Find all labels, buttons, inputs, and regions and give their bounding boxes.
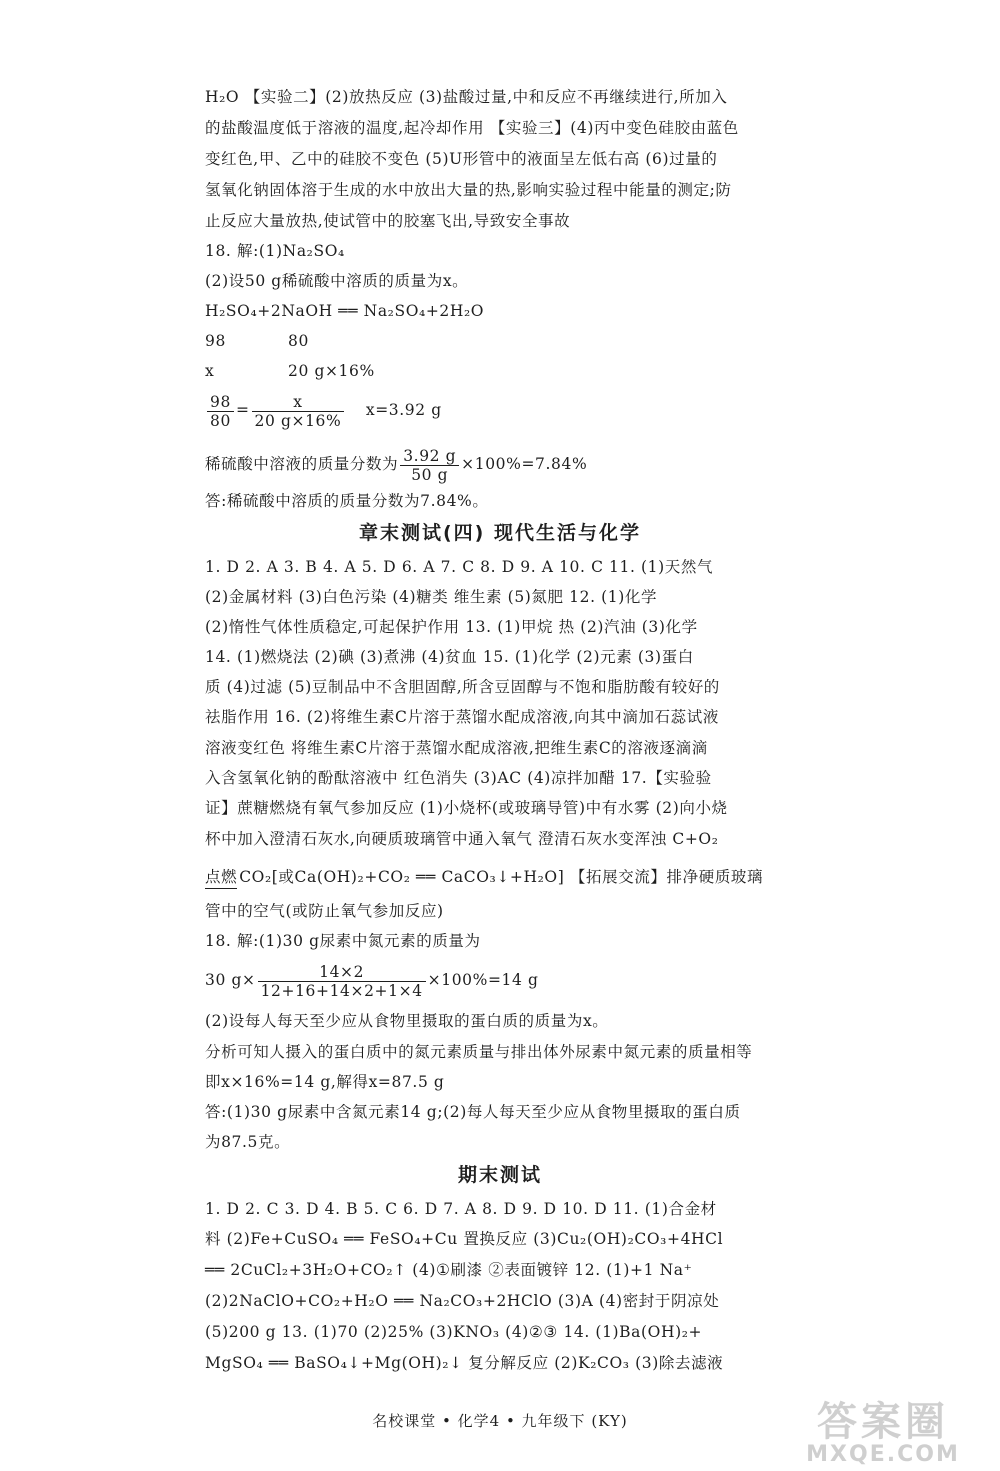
section-heading: 期末测试 (457, 1164, 542, 1186)
text-line: MgSO₄ ══ BaSO₄↓+Mg(OH)₂↓ 复分解反应 (2)K₂CO₃ (3)除去滤液 (205, 1354, 724, 1372)
ratio-value: 20 g×16% (288, 362, 375, 380)
denominator: 80 (210, 411, 231, 430)
fraction-equation (205, 392, 795, 430)
text-span: 30 g× (205, 971, 256, 989)
text-span: 稀硫酸中溶液的质量分数为 (205, 455, 399, 473)
text-line (205, 330, 795, 352)
text-line: 变红色,甲、乙中的硅胶不变色 (5)U形管中的液面呈左低右高 (6)过量的 (205, 150, 718, 168)
text-span: ×100%=7.84% (461, 455, 588, 473)
fraction (258, 963, 426, 1000)
text-line: 管中的空气(或防止氧气参加反应) (205, 902, 444, 920)
text-line: H₂O 【实验二】(2)放热反应 (3)盐酸过量,中和反应不再继续进行,所加入 (205, 88, 728, 106)
reaction-condition: 点燃 (205, 866, 237, 889)
text-line: 杯中加入澄清石灰水,向硬质玻璃管中通入氧气 澄清石灰水变浑浊 C+O₂ (205, 830, 719, 848)
text-line: 祛脂作用 16. (2)将维生素C片溶于蒸馏水配成溶液,向其中滴加石蕊试液 (205, 708, 719, 726)
text-line: (2)设50 g稀硫酸中溶质的质量为x。 (205, 272, 469, 290)
text-line: 1. D 2. A 3. B 4. A 5. D 6. A 7. C 8. D 9. A 10. C 11. (1)天然气 (205, 558, 714, 576)
text-line: 分析可知人摄入的蛋白质中的氮元素质量与排出体外尿素中氮元素的质量相等 (205, 1043, 753, 1061)
text-line: 18. 解:(1)Na₂SO₄ (205, 242, 345, 260)
text-line: (2)设每人每天至少应从食物里摄取的蛋白质的质量为x。 (205, 1012, 609, 1030)
text-line: 质 (4)过滤 (5)豆制品中不含胆固醇,所含豆固醇与不饱和脂肪酸有较好的 (205, 678, 720, 696)
text-line: (5)200 g 13. (1)70 (2)25% (3)KNO₃ (4)②③ 14. (1)Ba(OH)₂+ (205, 1323, 703, 1341)
text-line: 溶液变红色 将维生素C片溶于蒸馏水配成溶液,把维生素C的溶液逐滴滴 (205, 739, 708, 757)
text-line: (2)2NaClO+CO₂+H₂O ══ Na₂CO₃+2HClO (3)A (4)密封于阴凉处 (205, 1292, 720, 1310)
text-span: CO₂[或Ca(OH)₂+CO₂ ══ CaCO₃↓+H₂O] 【拓展交流】排净硬质玻璃 (239, 868, 764, 886)
page-footer: 名校课堂 • 化学4 • 九年级下 (KY) (372, 1412, 628, 1430)
numerator: 3.92 g (400, 447, 459, 466)
numerator: 14×2 (258, 963, 426, 982)
numerator: x (252, 393, 345, 412)
ratio-value: 98 (205, 332, 226, 350)
text-line: 14. (1)燃烧法 (2)碘 (3)煮沸 (4)贫血 15. (1)化学 (2)元素 (3)蛋白 (205, 648, 694, 666)
text-line: 答:(1)30 g尿素中含氮元素14 g;(2)每人每天至少应从食物里摄取的蛋白质 (205, 1103, 741, 1121)
text-line: (2)金属材料 (3)白色污染 (4)糖类 维生素 (5)氮肥 12. (1)化学 (205, 588, 658, 606)
fraction (207, 393, 234, 430)
denominator: 50 g (411, 465, 449, 484)
text-line: 证】蔗糖燃烧有氧气参加反应 (1)小烧杯(或玻璃导管)中有水雾 (2)向小烧 (205, 799, 728, 817)
equals-sign: = (235, 401, 250, 419)
text-line: 料 (2)Fe+CuSO₄ ══ FeSO₄+Cu 置换反应 (3)Cu₂(OH)₂CO₃+4HCl (205, 1230, 724, 1248)
text-line (205, 360, 795, 382)
text-line: 1. D 2. C 3. D 4. B 5. C 6. D 7. A 8. D 9. D 10. D 11. (1)合金材 (205, 1200, 717, 1218)
fraction-equation (205, 962, 795, 1000)
chemical-equation: H₂SO₄+2NaOH ══ Na₂SO₄+2H₂O (205, 302, 485, 320)
text-line: 答:稀硫酸中溶质的质量分数为7.84%。 (205, 492, 489, 510)
result-value: x=3.92 g (365, 401, 442, 419)
text-line: ══ 2CuCl₂+3H₂O+CO₂↑ (4)①刷漆 ②表面镀锌 12. (1)+1 Na⁺ (205, 1261, 693, 1279)
denominator: 12+16+14×2+1×4 (260, 981, 423, 1000)
text-line: 氢氧化钠固体溶于生成的水中放出大量的热,影响实验过程中能量的测定;防 (205, 181, 732, 199)
numerator: 98 (207, 393, 234, 412)
watermark-text: 答案圈 (817, 1399, 949, 1445)
text-line: 为87.5克。 (205, 1133, 291, 1151)
text-line: 入含氢氧化钠的酚酞溶液中 红色消失 (3)AC (4)凉拌加醋 17.【实验验 (205, 769, 712, 787)
ratio-value: x (205, 362, 215, 380)
watermark-logo (788, 1399, 978, 1467)
fraction (252, 393, 345, 430)
ratio-value: 80 (288, 332, 309, 350)
text-line: (2)惰性气体性质稳定,可起保护作用 13. (1)甲烷 热 (2)汽油 (3)化学 (205, 618, 698, 636)
text-span: ×100%=14 g (427, 971, 539, 989)
text-line: 的盐酸温度低于溶液的温度,起冷却作用 【实验三】(4)丙中变色硅胶由蓝色 (205, 119, 739, 137)
text-line: 止反应大量放热,使试管中的胶塞飞出,导致安全事故 (205, 212, 571, 230)
fraction-equation (205, 446, 795, 484)
fraction (400, 447, 459, 484)
denominator: 20 g×16% (254, 411, 342, 430)
section-heading: 章末测试(四) 现代生活与化学 (359, 522, 641, 544)
watermark-url: MXQE.COM (806, 1442, 960, 1467)
text-line: 18. 解:(1)30 g尿素中氮元素的质量为 (205, 932, 481, 950)
chemical-equation (205, 866, 795, 889)
text-line: 即x×16%=14 g,解得x=87.5 g (205, 1073, 445, 1091)
